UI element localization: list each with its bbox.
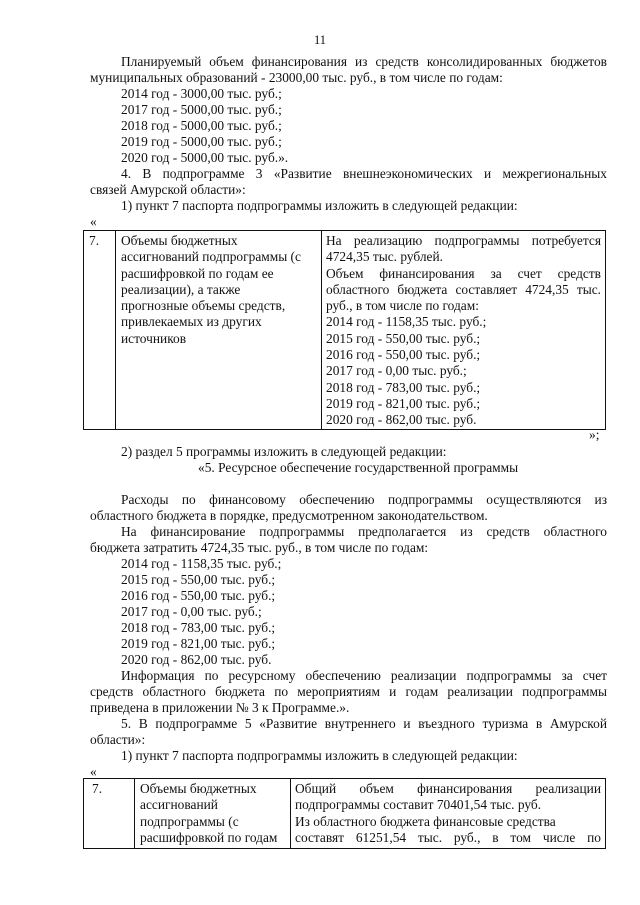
para2-year-line: 2017 год - 0,00 тыс. руб.;	[121, 604, 262, 619]
table2-right-line: Общий объем финансирования реализации	[295, 781, 601, 796]
para1-year-line: 2019 год - 5000,00 тыс. руб.;	[121, 134, 282, 149]
passport-table-2	[83, 778, 606, 849]
table1-right-line: областного бюджета составляет 4724,35 тыс.	[326, 281, 601, 297]
table1-right-line: 2017 год - 0,00 тыс. руб.;	[326, 363, 467, 379]
table1-right-line: 2019 год - 821,00 тыс. руб.;	[326, 395, 481, 411]
item4-line1: 4. В подпрограмме 3 «Развитие внешнеэкономических и межрегиональных	[121, 166, 607, 181]
section2-heading: «5. Ресурсное обеспечение государственной программы	[198, 460, 519, 475]
passport-table-1	[83, 230, 606, 430]
table1-left-line: ассигнований подпрограммы (с	[121, 249, 301, 265]
close-quote: »;	[589, 427, 600, 442]
table1-left-line: источников	[121, 330, 187, 346]
table1-right-line: 2020 год - 862,00 тыс. руб.	[326, 412, 477, 428]
table1-right-line: 2016 год - 550,00 тыс. руб.;	[326, 347, 481, 363]
table1-left-line: прогнозные объемы средств,	[121, 298, 286, 314]
para1-year-line: 2018 год - 5000,00 тыс. руб.;	[121, 118, 282, 133]
table2-left-line: Объемы бюджетных	[140, 781, 257, 796]
table1-right-line: На реализацию подпрограммы потребуется	[326, 233, 601, 248]
para1-year-line: 2017 год - 5000,00 тыс. руб.;	[121, 102, 282, 117]
item4-line2: связей Амурской области»:	[90, 182, 246, 197]
para2-info2: средств областного бюджета по мероприятиям и годам реализации подпрограммы	[90, 684, 607, 699]
table2-num: 7.	[84, 779, 135, 849]
table2-right-cell	[291, 779, 606, 849]
para2-year-line: 2015 год - 550,00 тыс. руб.;	[121, 572, 276, 587]
table2-left-line: ассигнований	[140, 797, 218, 813]
para1-year-line: 2020 год - 5000,00 тыс. руб.».	[121, 150, 289, 165]
table2-left-line: подпрограммы (с	[140, 813, 239, 829]
para1-line2: муниципальных образований - 23000,00 тыс. руб., в том числе по годам:	[90, 70, 503, 85]
para2-line2: областного бюджета в порядке, предусмотренном законодательством.	[90, 508, 488, 523]
section2-line: 2) раздел 5 программы изложить в следующей редакции:	[121, 444, 447, 459]
item5-sub1: 1) пункт 7 паспорта подпрограммы изложить в следующей редакции:	[121, 748, 518, 763]
table1-right-line: руб., в том числе по годам:	[326, 298, 479, 314]
para1-year-line: 2014 год - 3000,00 тыс. руб.;	[121, 86, 282, 101]
table2-right-line: Из областного бюджета финансовые средства	[295, 813, 556, 829]
table1-left-line: расшифровкой по годам ее	[121, 265, 274, 281]
para2-year-line: 2016 год - 550,00 тыс. руб.;	[121, 588, 276, 603]
table2-left-line: расшифровкой по годам	[140, 829, 278, 845]
table1-right-line: 2015 год - 550,00 тыс. руб.;	[326, 330, 481, 346]
item5-line1: 5. В подпрограмме 5 «Развитие внутреннего и въездного туризма в Амурской	[121, 716, 607, 731]
table1-num: 7.	[84, 231, 116, 430]
table2-right-line: составят 61251,54 тыс. руб., в том числе по	[295, 829, 601, 845]
open-quote-2: «	[90, 764, 97, 779]
table1-right-cell	[322, 231, 606, 430]
para2-year-line: 2018 год - 783,00 тыс. руб.;	[121, 620, 276, 635]
table1-right-line: 2018 год - 783,00 тыс. руб.;	[326, 379, 481, 395]
item5-line2: области»:	[90, 732, 146, 747]
page-number: 11	[313, 33, 327, 47]
para1-line1: Планируемый объем финансирования из средств консолидированных бюджетов	[121, 54, 607, 69]
para2-line1: Расходы по финансовому обеспечению подпрограммы осуществляются из	[121, 492, 607, 507]
para2-info1: Информация по ресурсному обеспечению реализации подпрограммы за счет	[121, 668, 607, 683]
para2-line4: бюджета затратить 4724,35 тыс. руб., в том числе по годам:	[90, 540, 429, 555]
item4-sub1: 1) пункт 7 паспорта подпрограммы изложить в следующей редакции:	[121, 198, 518, 213]
table1-right-line: Объем финансирования за счет средств	[326, 265, 601, 281]
table2-right-line: подпрограммы составит 70401,54 тыс. руб.	[295, 797, 542, 813]
table1-left-cell	[116, 231, 322, 430]
para2-info3: приведена в приложении № 3 к Программе.».	[90, 700, 350, 715]
table1-left-line: Объемы бюджетных	[121, 233, 238, 248]
para2-year-line: 2019 год - 821,00 тыс. руб.;	[121, 636, 276, 651]
para2-year-line: 2014 год - 1158,35 тыс. руб.;	[121, 556, 282, 571]
para2-year-line: 2020 год - 862,00 тыс. руб.	[121, 652, 272, 667]
table1-right-line: 2014 год - 1158,35 тыс. руб.;	[326, 314, 487, 330]
para2-line3: На финансирование подпрограммы предполагается из средств областного	[121, 524, 607, 539]
table1-left-line: привлекаемых из других	[121, 314, 262, 330]
table2-left-cell	[135, 779, 291, 849]
open-quote: «	[90, 214, 97, 229]
table1-left-line: реализации), а также	[121, 281, 241, 297]
table1-right-line: 4724,35 тыс. рублей.	[326, 249, 444, 265]
